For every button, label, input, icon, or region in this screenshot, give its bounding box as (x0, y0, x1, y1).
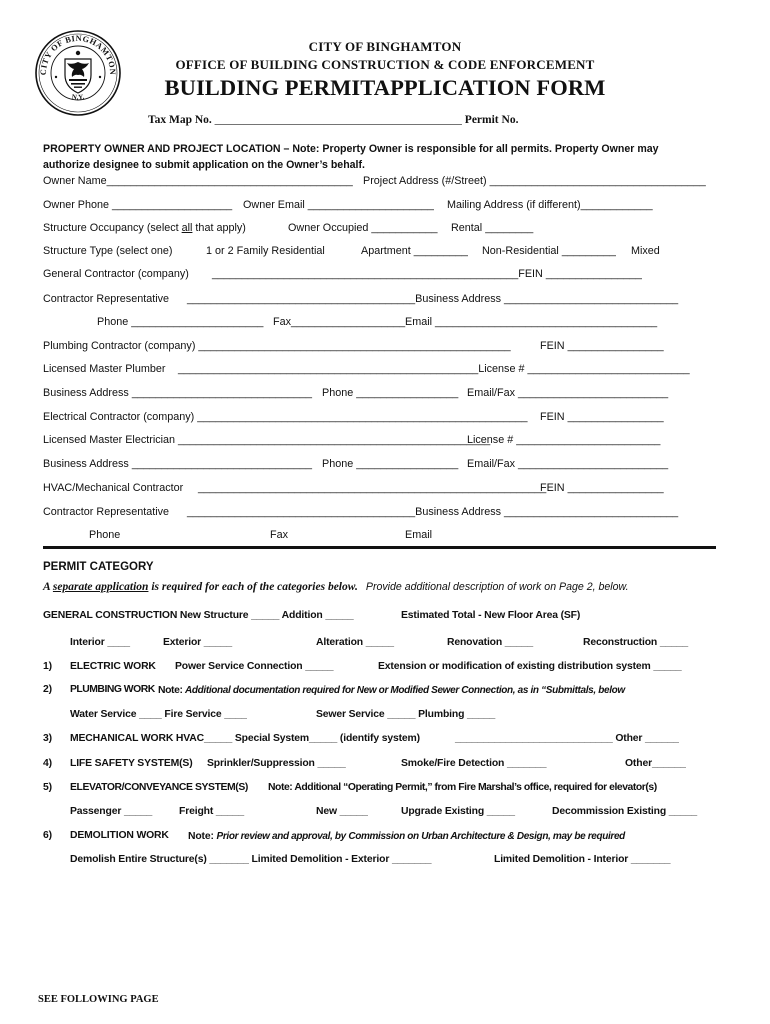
reconstruction-option: Reconstruction _____ (583, 637, 688, 648)
plumbing-contractor-field: Plumbing Contractor (company) ____________________________________________________ (43, 340, 511, 352)
elevator-options-row (0, 806, 770, 821)
gc-representative-label: Contractor Representative (43, 293, 170, 305)
hvac-contractor-label: HVAC/Mechanical Contractor (43, 482, 184, 494)
master-plumber-label: Licensed Master Plumber (43, 363, 166, 375)
hvac-contractor-blank: __________________________________________________________ (198, 482, 547, 494)
owner-occupied-field: Owner Occupied ___________ (288, 222, 438, 234)
plumbing-contractor-row (0, 340, 770, 355)
tax-map-label: Tax Map No. (148, 114, 212, 126)
plumbing-note-label: Note: (158, 685, 186, 696)
item-number: 5) (43, 782, 52, 793)
plumber-email-fax: Email/Fax _________________________ (467, 387, 669, 399)
seal-bottom-text: N.Y. (71, 92, 85, 102)
plumbing-options-row (0, 709, 770, 724)
life-safety-row (0, 758, 770, 773)
alteration-option: Alteration _____ (316, 637, 394, 648)
hvac-email-label: Email (405, 529, 432, 541)
power-service-option: Power Service Connection _____ (175, 661, 334, 672)
limited-demolition-interior-option: Limited Demolition - Interior _______ (494, 854, 671, 865)
instruction-rest: is required for each of the categories below. (148, 581, 358, 593)
structure-type-label: Structure Type (select one) (43, 245, 173, 257)
mechanical-work-row (0, 733, 770, 748)
water-fire-service-options: Water Service ____ Fire Service ____ (70, 709, 247, 720)
plumbing-note-text: Additional documentation required for New or Modified Sewer Connection, as in “Submittals, below (185, 685, 625, 696)
item-number: 6) (43, 830, 52, 841)
freight-option: Freight _____ (179, 806, 245, 817)
master-electrician-field: Licensed Master Electrician ____________________________________________________ (43, 434, 491, 446)
electrician-phone: Phone _________________ (322, 458, 459, 470)
gc-phone-row (0, 316, 770, 331)
occupancy-label-rest: that apply) (192, 222, 246, 234)
rental-field: Rental ________ (451, 222, 534, 234)
decommission-existing-option: Decommission Existing _____ (552, 806, 697, 817)
owner-section-note-1: PROPERTY OWNER AND PROJECT LOCATION – Note: Property Owner is responsible for all permits. Property Owner may (43, 143, 659, 155)
plumbing-work-label: PLUMBING WORK (70, 684, 155, 695)
elevator-row (0, 782, 770, 797)
elevator-note: Note: Additional “Operating Permit,” from Fire Marshal’s office, required for elevator(s) (268, 782, 657, 793)
electric-work-row (0, 661, 770, 676)
see-following-page: SEE FOLLOWING PAGE (38, 994, 159, 1005)
owner-contact-row (0, 199, 770, 214)
hvac-business-address: ______________________________________Business Address _____________________________ (187, 506, 679, 518)
plumber-business-address: Business Address ______________________________ (43, 387, 312, 399)
life-safety-other-option: Other______ (625, 758, 686, 769)
instruction-extra: Provide additional description of work on Page 2, below. (365, 581, 629, 593)
hvac-fax-label: Fax (270, 529, 288, 541)
plumber-business-row (0, 387, 770, 402)
general-construction-label: GENERAL CONSTRUCTION New Structure _____ Addition _____ (43, 610, 354, 621)
gc-representative-row (0, 293, 770, 308)
demolition-options-row (0, 854, 770, 869)
sprinkler-option: Sprinkler/Suppression _____ (207, 758, 346, 769)
demolition-note-text: Prior review and approval, by Commission on Urban Architecture & Design, may be required (216, 831, 625, 842)
hvac-representative-label: Contractor Representative (43, 506, 170, 518)
general-contractor-label: General Contractor (company) (43, 268, 189, 280)
item-number: 2) (43, 684, 52, 695)
elevator-label: ELEVATOR/CONVEYANCE SYSTEM(S) (70, 782, 248, 793)
mailing-address-field: Mailing Address (if different)____________ (447, 199, 653, 211)
owner-section-note-2: authorize designee to submit application on the Owner’s behalf. (43, 159, 365, 171)
electrical-contractor-field: Electrical Contractor (company) _______________________________________________________ (43, 411, 528, 423)
owner-email-field: Owner Email _____________________ (243, 199, 434, 211)
master-electrician-license: License # ________________________ (467, 434, 661, 446)
master-plumber-license: __________________________________________________License # ___________________________ (178, 363, 690, 375)
tax-map-line (148, 114, 518, 126)
item-number: 4) (43, 758, 52, 769)
master-plumber-row (0, 363, 770, 378)
form-title: BUILDING PERMITAPPLICATION FORM (164, 75, 606, 100)
general-construction-options-row (0, 637, 770, 652)
project-address-field: Project Address (#/Street) ____________________________________ (363, 175, 706, 187)
demolish-entire-options: Demolish Entire Structure(s) _______ Limited Demolition - Exterior _______ (70, 854, 432, 865)
upgrade-existing-option: Upgrade Existing _____ (401, 806, 515, 817)
apartment-option: Apartment _________ (361, 245, 468, 257)
permit-no-label: Permit No. (464, 114, 519, 126)
plumber-phone: Phone _________________ (322, 387, 459, 399)
permit-category-heading: PERMIT CATEGORY (43, 561, 154, 573)
seal-ring-text: CITY OF BINGHAMTON (38, 33, 118, 76)
plumbing-work-row (0, 684, 770, 699)
renovation-option: Renovation _____ (447, 637, 533, 648)
owner-name-field: Owner Name_________________________________________ (43, 175, 353, 187)
hvac-fein-field: FEIN ________________ (540, 482, 664, 494)
item-number: 1) (43, 661, 52, 672)
item-number: 3) (43, 733, 52, 744)
general-contractor-row (0, 268, 770, 283)
electrical-contractor-row (0, 411, 770, 426)
gc-fax-field: Fax___________________ (273, 316, 406, 328)
demolition-label: DEMOLITION WORK (70, 830, 169, 841)
occupancy-label-text: Structure Occupancy (select (43, 222, 182, 234)
hvac-contractor-row (0, 482, 770, 497)
hvac-phone-row (0, 529, 770, 544)
exterior-option: Exterior _____ (163, 637, 232, 648)
owner-name-row (0, 175, 770, 190)
instruction-separate-application: separate application (52, 581, 149, 593)
gc-business-address: ______________________________________Business Address _____________________________ (187, 293, 679, 305)
section-divider (43, 546, 716, 549)
mixed-option: Mixed (631, 245, 660, 257)
gc-email-field: Email _____________________________________ (405, 316, 658, 328)
electric-work-label: ELECTRIC WORK (70, 661, 156, 672)
hvac-phone-label: Phone (89, 529, 121, 541)
distribution-extension-option: Extension or modification of existing distribution system _____ (378, 661, 682, 672)
interior-option: Interior ____ (70, 637, 130, 648)
master-electrician-row (0, 434, 770, 449)
demolition-note-label: Note: (188, 831, 217, 842)
occupancy-label (43, 222, 246, 234)
office-name: OFFICE OF BUILDING CONSTRUCTION & CODE ENFORCEMENT (175, 57, 595, 72)
general-contractor-fein: ___________________________________________________FEIN ________________ (212, 268, 642, 280)
non-residential-option: Non-Residential _________ (482, 245, 616, 257)
hvac-representative-row (0, 506, 770, 521)
life-safety-label: LIFE SAFETY SYSTEM(S) (70, 758, 193, 769)
tax-map-blank: ___________________________________________ (214, 114, 462, 126)
occupancy-row (0, 222, 770, 237)
passenger-option: Passenger _____ (70, 806, 153, 817)
sewer-plumbing-options: Sewer Service _____ Plumbing _____ (316, 709, 496, 720)
gc-phone-field: Phone ______________________ (97, 316, 264, 328)
floor-area-label: Estimated Total - New Floor Area (SF) (401, 610, 581, 621)
smoke-fire-detection-option: Smoke/Fire Detection _______ (401, 758, 547, 769)
occupancy-all-underlined: all (181, 222, 193, 234)
permit-category-instruction (43, 577, 629, 595)
new-option: New _____ (316, 806, 368, 817)
mechanical-other-option: ____________________________ Other ______ (455, 733, 679, 744)
instruction-prefix: A (43, 581, 53, 593)
electrician-business-row (0, 458, 770, 473)
mechanical-work-options: MECHANICAL WORK HVAC_____ Special System_____ (identify system) (70, 733, 420, 744)
electrical-fein-field: FEIN ________________ (540, 411, 664, 423)
electrician-business-address: Business Address ______________________________ (43, 458, 312, 470)
one-two-family-option: 1 or 2 Family Residential (206, 245, 325, 257)
electrician-email-fax: Email/Fax _________________________ (467, 458, 669, 470)
structure-type-row (0, 245, 770, 260)
demolition-row (0, 830, 770, 845)
general-construction-row (0, 610, 770, 625)
plumbing-fein-field: FEIN ________________ (540, 340, 664, 352)
city-name: CITY OF BINGHAMTON (308, 39, 462, 54)
owner-phone-field: Owner Phone ____________________ (43, 199, 233, 211)
